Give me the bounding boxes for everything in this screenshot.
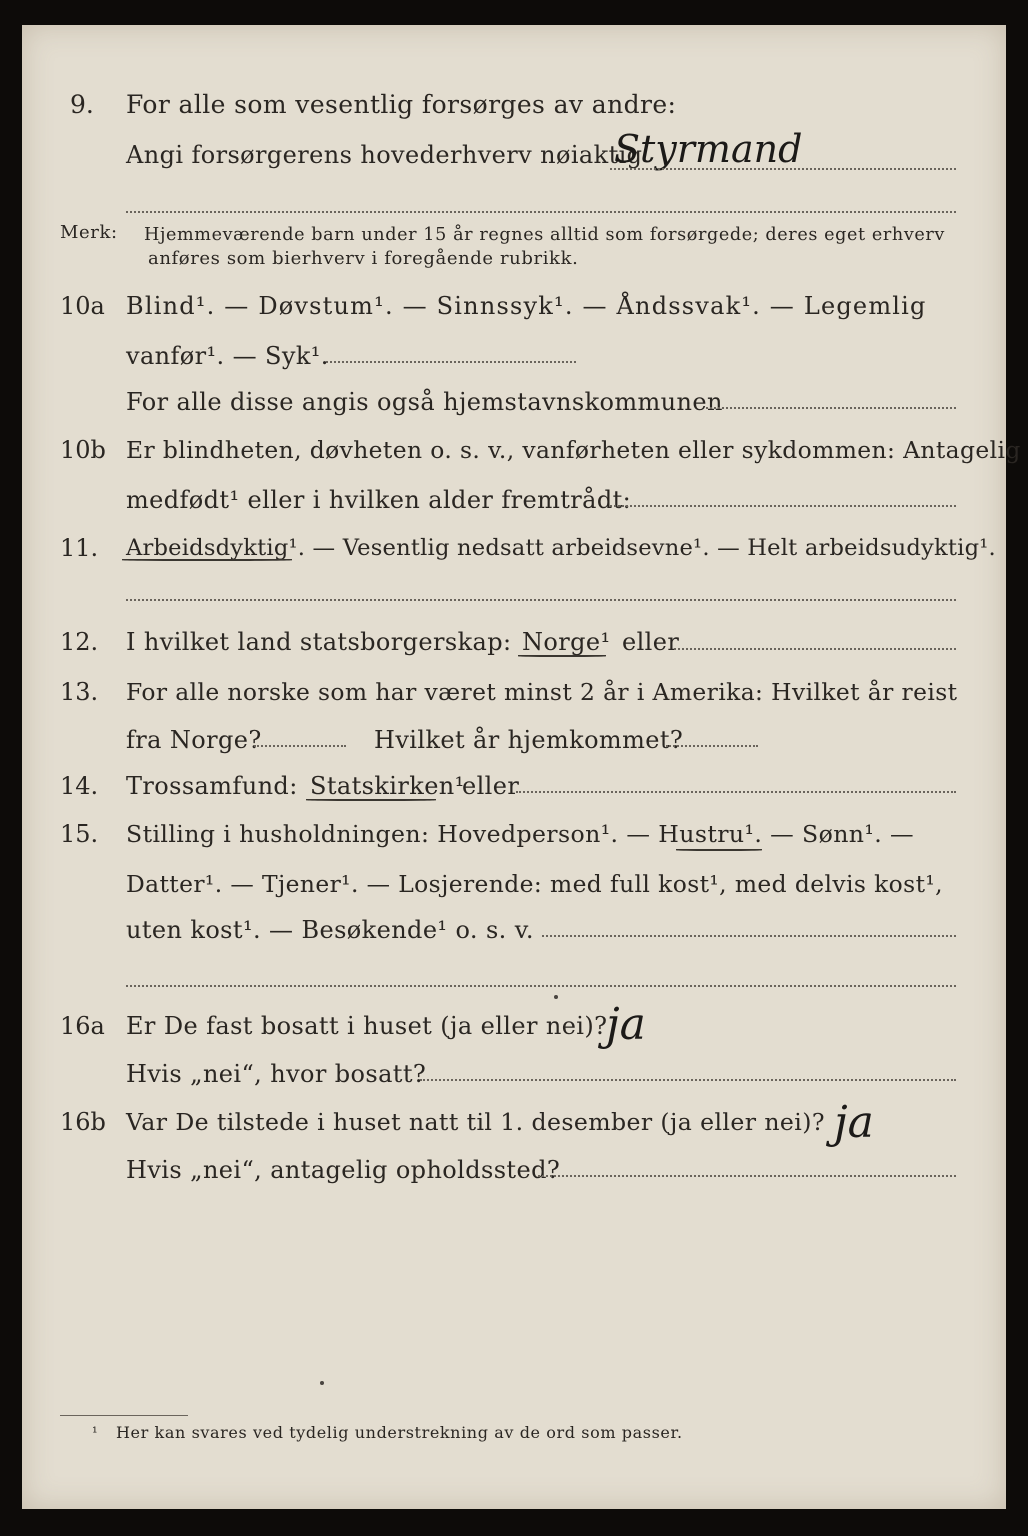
q12-answer-line — [674, 648, 956, 650]
q12-text-eller: eller — [622, 628, 680, 656]
q15-extra-line — [126, 985, 956, 987]
q14-answer-line — [516, 791, 956, 793]
q14-text-a: Trossamfund: — [126, 772, 298, 800]
q10a-number: 10a — [60, 292, 105, 320]
q10a-line3: For alle disse angis også hjemstavnskommunen — [126, 388, 723, 416]
q16a-answer-handwritten: ja — [606, 999, 646, 1050]
q9-number: 9. — [70, 90, 94, 119]
q16b-answer-handwritten: ja — [834, 1097, 874, 1148]
q9-line1: For alle som vesentlig forsørges av andre: — [126, 90, 677, 119]
q16b-answer-line — [538, 1175, 956, 1177]
q10a-line1: Blind¹. — Døvstum¹. — Sinnssyk¹. — Åndssvak¹. — Legemlig — [126, 292, 927, 320]
q10b-line1: Er blindheten, døvheten o. s. v., vanførheten eller sykdommen: Antagelig — [126, 436, 1021, 464]
q15-line3: uten kost¹. — Besøkende¹ o. s. v. — [126, 916, 534, 944]
q14-statskirken-underline — [306, 799, 436, 801]
footnote-rule — [60, 1415, 188, 1416]
q16a-line2: Hvis „nei“, hvor bosatt? — [126, 1060, 427, 1088]
q10a-answer-line — [326, 361, 576, 363]
q9-line2: Angi forsørgerens hovederhverv nøiaktig — [126, 141, 643, 169]
q12-norge-underline — [518, 655, 606, 657]
q9-answer-handwritten: Styrmand — [614, 127, 803, 171]
q9-answer-line — [610, 168, 956, 170]
q12-text-a: I hvilket land statsborgerskap: — [126, 628, 512, 656]
q15-line1: Stilling i husholdningen: Hovedperson¹. — Hustru¹. — Sønn¹. — — [126, 820, 915, 848]
merk-label: Merk: — [60, 222, 118, 243]
q12-number: 12. — [60, 628, 99, 656]
q10a-line2: vanfør¹. — Syk¹. — [126, 342, 329, 370]
q16a-number: 16a — [60, 1012, 105, 1040]
footnote-text: Her kan svares ved tydelig understrekning av de ord som passer. — [116, 1423, 683, 1442]
q15-line2: Datter¹. — Tjener¹. — Losjerende: med full kost¹, med delvis kost¹, — [126, 870, 943, 898]
q16b-line2: Hvis „nei“, antagelig opholdssted? — [126, 1156, 561, 1184]
q11-number: 11. — [60, 534, 99, 562]
ink-speck — [320, 1381, 324, 1385]
q16b-number: 16b — [60, 1108, 106, 1136]
q13-line1: For alle norske som har været minst 2 år i Amerika: Hvilket år reist — [126, 678, 958, 706]
census-form-page — [22, 25, 1021, 1509]
q13-hjemkommet-line — [666, 745, 758, 747]
q13-number: 13. — [60, 678, 99, 706]
merk-line1: Hjemmeværende barn under 15 år regnes alltid som forsørgede; deres eget erhverv — [144, 225, 945, 245]
q11-line1: Arbeidsdyktig¹. — Vesentlig nedsatt arbeidsevne¹. — Helt arbeidsudyktig¹. — [126, 535, 996, 561]
q15-number: 15. — [60, 820, 99, 848]
q15-answer-line — [542, 935, 956, 937]
merk-line2: anføres som bierhverv i foregående rubrikk. — [148, 248, 579, 269]
q9-extra-line — [126, 211, 956, 213]
q14-text-statskirken: Statskirken¹ — [310, 772, 465, 800]
q16b-line1: Var De tilstede i huset natt til 1. desember (ja eller nei)? — [126, 1108, 825, 1136]
q15-hustru-underline — [676, 849, 762, 851]
ink-speck — [554, 995, 558, 999]
q10b-answer-line — [610, 505, 956, 507]
q14-text-eller: eller — [462, 772, 520, 800]
q10b-line2: medfødt¹ eller i hvilken alder fremtrådt: — [126, 486, 632, 514]
q11-extra-line — [126, 599, 956, 601]
q14-number: 14. — [60, 772, 99, 800]
q16a-line1: Er De fast bosatt i huset (ja eller nei)? — [126, 1012, 608, 1040]
q16a-answer-line — [420, 1079, 956, 1081]
q11-arbeidsdyktig-underline — [122, 559, 292, 561]
q10a-hjemstavn-line — [706, 407, 956, 409]
q13-reist-line — [254, 745, 346, 747]
q10b-number: 10b — [60, 436, 106, 464]
q12-text-norge: Norge¹ — [522, 628, 611, 656]
q13-hjemkommet-label: Hvilket år hjemkommet? — [374, 726, 684, 754]
q13-reist-label: fra Norge? — [126, 726, 262, 754]
footnote-mark: ¹ — [92, 1425, 99, 1441]
